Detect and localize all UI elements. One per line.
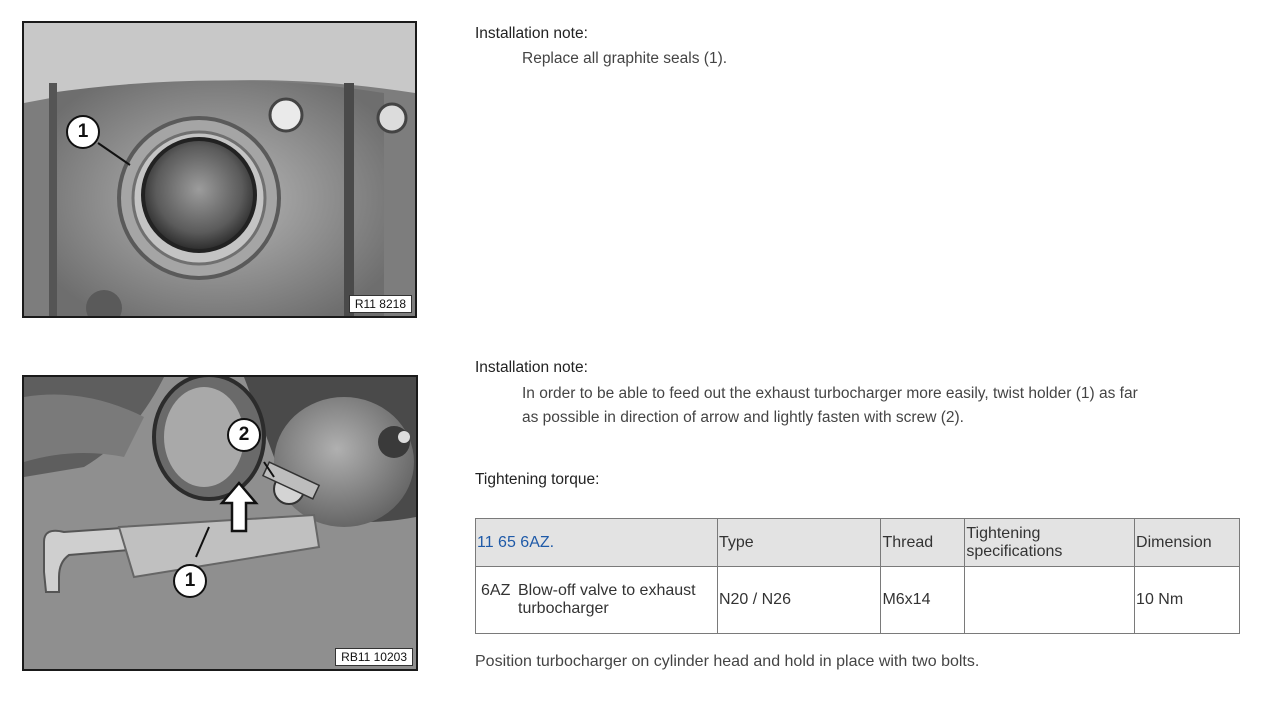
header-type: Type — [717, 519, 881, 567]
figure-label: R11 8218 — [349, 295, 412, 313]
callout-1: 1 — [173, 564, 207, 598]
figure-turbocharger-holder — [22, 375, 418, 671]
figure-graphite-seal — [22, 21, 417, 318]
header-dimension: Dimension — [1135, 519, 1240, 567]
turbocharger-photo — [24, 377, 416, 669]
cell-dimension: 10 Nm — [1135, 567, 1240, 634]
installation-note-text: Replace all graphite seals (1). — [522, 50, 728, 67]
graphite-seal-photo — [24, 23, 415, 316]
installation-note-heading: Installation note: — [475, 25, 588, 42]
cell-thread: M6x14 — [881, 567, 965, 634]
cell-type: N20 / N26 — [717, 567, 881, 634]
header-code-link[interactable] — [476, 519, 718, 567]
part-code: 6AZ — [481, 582, 511, 599]
figure-label: RB11 10203 — [335, 648, 413, 666]
installation-note-text-line2: as possible in direction of arrow and lightly fasten with screw (2). — [522, 409, 964, 426]
installation-note-text-line1: In order to be able to feed out the exhaust turbocharger more easily, twist holder (1) as far — [522, 385, 1138, 402]
cell-spec — [965, 567, 1135, 634]
header-tightening-spec: Tightening specifications — [965, 519, 1135, 567]
callout-1: 1 — [66, 115, 100, 149]
code-link[interactable]: 11 65 6AZ. — [477, 533, 555, 551]
torque-table — [475, 518, 1240, 634]
callout-2: 2 — [227, 418, 261, 452]
cell-part — [476, 567, 718, 634]
installation-note-heading: Installation note: — [475, 359, 588, 376]
header-thread: Thread — [881, 519, 965, 567]
tightening-torque-heading: Tightening torque: — [475, 471, 600, 488]
table-row — [476, 567, 1240, 634]
table-header-row — [476, 519, 1240, 567]
instruction-text: Position turbocharger on cylinder head and hold in place with two bolts. — [475, 653, 980, 670]
part-description: Blow-off valve to exhaust turbocharger — [518, 582, 696, 617]
